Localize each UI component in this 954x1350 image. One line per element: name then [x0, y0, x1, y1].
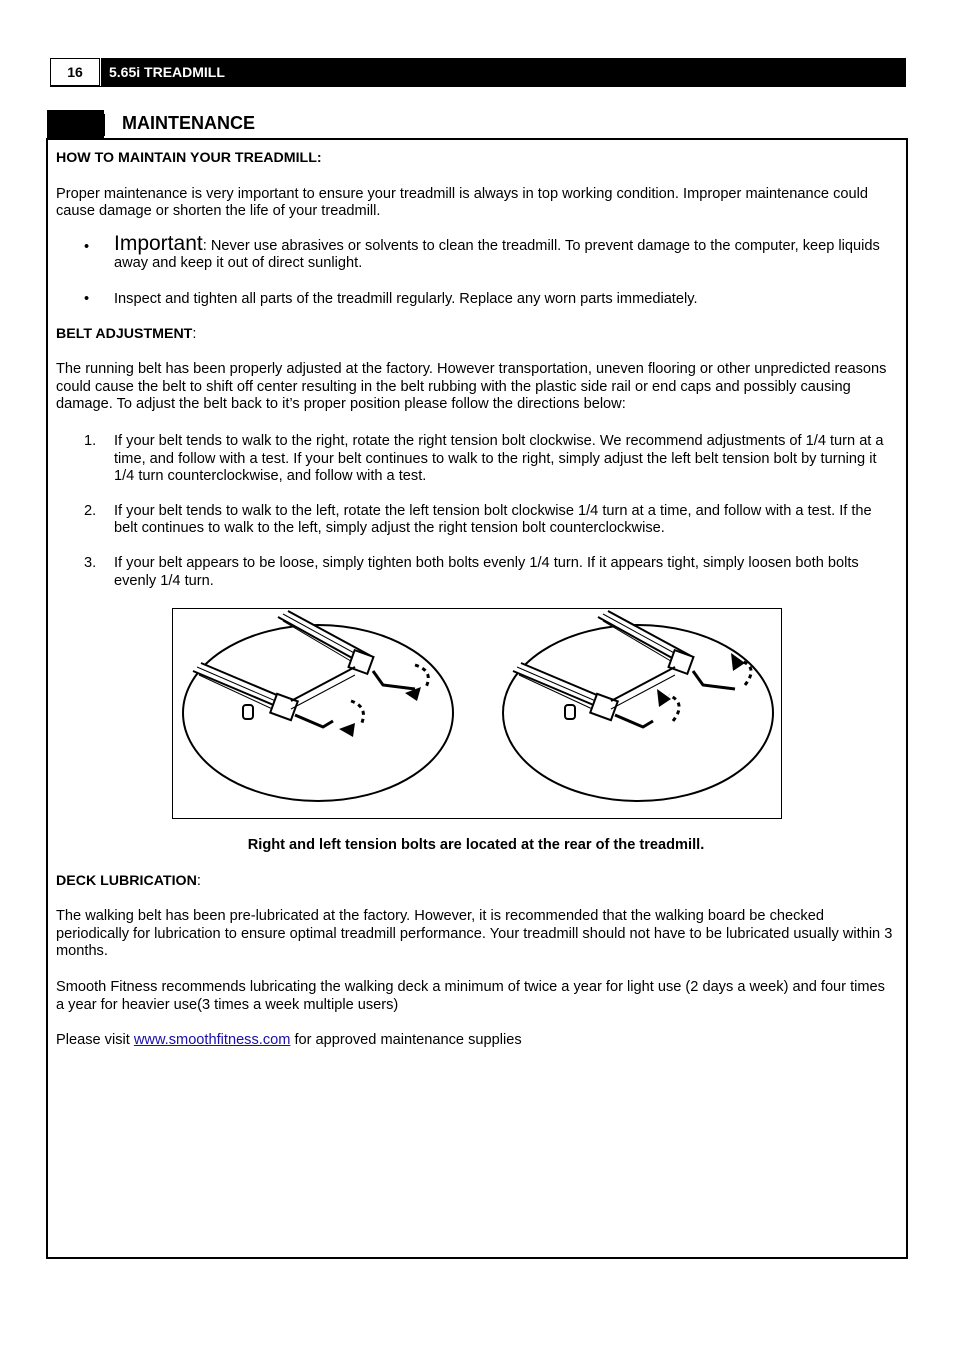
header-model-title: 5.65i TREADMILL — [101, 58, 906, 86]
step-text: If your belt appears to be loose, simply tighten both bolts evenly 1/4 turn. If it appears tight, simply loosen both bolts evenly 1/4 turn. — [114, 554, 859, 589]
section-title: MAINTENANCE — [122, 113, 255, 133]
bullet-text: : Never use abrasives or solvents to clean the treadmill. To prevent damage to the computer, keep liquids away and keep it out of direct sunlight. — [114, 237, 880, 272]
step-text: If your belt tends to walk to the left, rotate the left tension bolt clockwise 1/4 turn at a time, and follow with a test. If the belt continues to walk to the left, simply adjust the right tension bolt counterclockwise. — [114, 502, 872, 537]
belt-intro: The running belt has been properly adjusted at the factory. However transportation, uneven flooring or other unpredicted reasons could cause the belt to shift off center resulting in the belt rubbing with the plastic side rail or end caps and possibly causing damage. To adjust the belt back to it’s proper position please follow the directions below: — [56, 361, 887, 413]
figure-caption: Right and left tension bolts are located at the rear of the treadmill. — [247, 837, 705, 854]
step-number: 2. — [84, 502, 97, 519]
deck-heading: DECK LUBRICATION: — [56, 872, 201, 889]
step-1 — [56, 433, 896, 486]
maintain-heading: HOW TO MAINTAIN YOUR TREADMILL: — [56, 150, 322, 166]
tension-bolt-figure — [172, 608, 782, 819]
step-number: 3. — [84, 554, 97, 571]
deck-paragraph-1: The walking belt has been pre-lubricated at the factory. However, it is recommended that the walking board be checked periodically for lubrication to ensure optimal treadmill performance. Your treadmill should not have to be lubricated usually within 3 months. — [56, 908, 893, 960]
right-bolt-diagram — [503, 611, 773, 801]
bullet-text: Inspect and tighten all parts of the treadmill regularly. Replace any worn parts immediately. — [114, 290, 698, 307]
bullet-dot: • — [84, 238, 90, 255]
bullet-dot: • — [84, 290, 90, 307]
step-text: If your belt tends to walk to the right, rotate the right tension bolt clockwise. We recommend adjustments of 1/4 turn at a time, and follow with a test. If your belt continues to walk to the right, simply adjust the left belt tension bolt by turning it 1/4 turn counterclockwise, and follow with a test. — [114, 432, 884, 485]
left-bolt-diagram — [183, 611, 453, 801]
deck-paragraph-3: Please visit www.smoothfitness.com for approved maintenance supplies — [56, 1032, 522, 1049]
deck-paragraph-2: Smooth Fitness recommends lubricating the walking deck a minimum of twice a year for light use (2 days a week) and four times a year for heavier use(3 times a week multiple users) — [56, 979, 885, 1013]
header-rule — [50, 86, 906, 87]
tension-bolt-illustration — [173, 609, 781, 818]
maintain-intro: Proper maintenance is very important to ensure your treadmill is always in top working condition. Improper maintenance could cause damage or shorten the life of your treadmill. — [56, 185, 868, 220]
page-content — [56, 150, 896, 1050]
section-marker — [47, 110, 104, 138]
step-2 — [56, 503, 896, 538]
bullet-important — [56, 231, 896, 273]
step-number: 1. — [84, 432, 97, 449]
important-label: Important — [114, 231, 203, 255]
step-3 — [56, 555, 896, 590]
section-marker-divider — [104, 114, 105, 136]
smoothfitness-link[interactable]: www.smoothfitness.com — [133, 1032, 291, 1049]
page-number: 16 — [50, 58, 100, 86]
bullet-inspect — [56, 291, 896, 309]
belt-heading: BELT ADJUSTMENT: — [56, 325, 197, 342]
